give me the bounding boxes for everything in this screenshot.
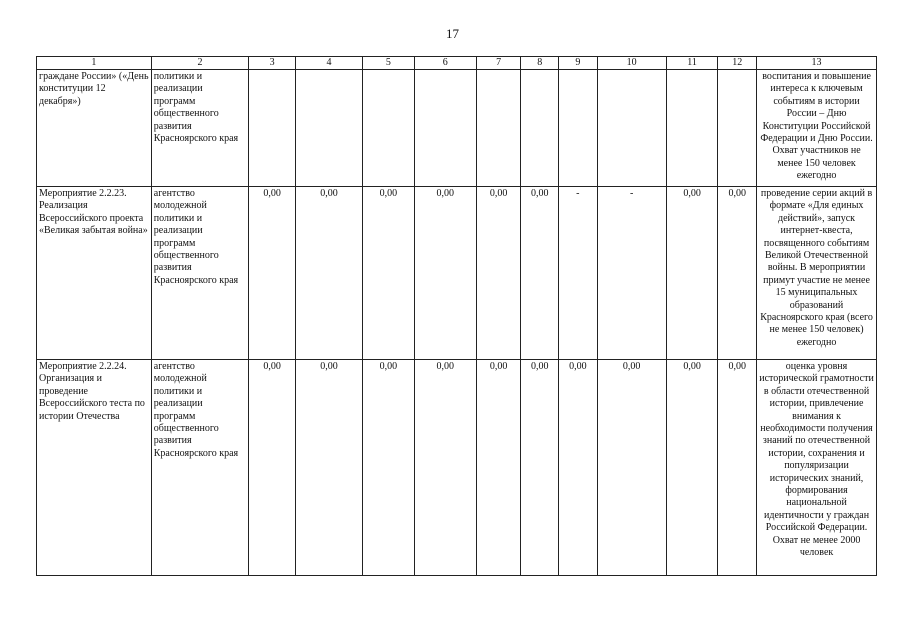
- value-cell: 0,00: [295, 187, 362, 360]
- executor-cell: агентство молодежной политики и реализации программ общественного развития Красноярского края: [151, 187, 249, 360]
- value-cell: [363, 70, 415, 187]
- value-cell: -: [597, 187, 666, 360]
- column-header: 2: [151, 57, 249, 70]
- value-cell: 0,00: [521, 187, 559, 360]
- header-row: [37, 57, 877, 70]
- value-cell: 0,00: [363, 187, 415, 360]
- value-cell: [414, 70, 476, 187]
- column-header: 9: [559, 57, 598, 70]
- executor-cell: политики и реализации программ общественного развития Красноярского края: [151, 70, 249, 187]
- column-header: 11: [666, 57, 718, 70]
- column-header: 12: [718, 57, 757, 70]
- measure-name-cell: Мероприятие 2.2.24. Организация и проведение Всероссийского теста по истории Отечества: [37, 360, 152, 576]
- value-cell: 0,00: [414, 360, 476, 576]
- value-cell: [559, 70, 598, 187]
- value-cell: 0,00: [559, 360, 598, 576]
- table-row: [37, 70, 877, 187]
- measure-name-cell: Мероприятие 2.2.23. Реализация Всероссийского проекта «Великая забытая война»: [37, 187, 152, 360]
- value-cell: 0,00: [295, 360, 362, 576]
- value-cell: [521, 70, 559, 187]
- value-cell: 0,00: [414, 187, 476, 360]
- result-cell: воспитания и повышение интереса к ключевым событиям в истории России – Дню Конституции Российской Федерации и Дню России. Охват участников не менее 150 человек ежегодно: [757, 70, 877, 187]
- column-header: 3: [249, 57, 296, 70]
- column-header: 10: [597, 57, 666, 70]
- value-cell: 0,00: [597, 360, 666, 576]
- column-header: 8: [521, 57, 559, 70]
- value-cell: -: [559, 187, 598, 360]
- measure-name-cell: граждане России» («День конституции 12 декабря»): [37, 70, 152, 187]
- page-number: 17: [446, 26, 459, 41]
- column-header: 1: [37, 57, 152, 70]
- value-cell: 0,00: [718, 187, 757, 360]
- value-cell: [597, 70, 666, 187]
- value-cell: 0,00: [666, 360, 718, 576]
- executor-cell: агентство молодежной политики и реализации программ общественного развития Красноярского края: [151, 360, 249, 576]
- value-cell: 0,00: [476, 360, 521, 576]
- result-cell: оценка уровня исторической грамотности в области отечественной истории, привлечение внимания к необходимости получения знаний по отечественной истории, сохранения и популяризации исторических знаний, формирования национальной идентичности у граждан Российской Федерации. Охват не менее 2000 человек: [757, 360, 877, 576]
- table-row: [37, 187, 877, 360]
- result-cell: проведение серии акций в формате «Для единых действий», запуск интернет-квеста, посвященного событиям Великой Отечественной войны. В мероприятии примут участие не менее 15 муниципальных образований Красноярского края (всего не менее 150 человек) ежегодно: [757, 187, 877, 360]
- column-header: 4: [295, 57, 362, 70]
- value-cell: 0,00: [521, 360, 559, 576]
- value-cell: 0,00: [666, 187, 718, 360]
- value-cell: 0,00: [363, 360, 415, 576]
- column-header: 6: [414, 57, 476, 70]
- value-cell: 0,00: [718, 360, 757, 576]
- value-cell: 0,00: [249, 187, 296, 360]
- value-cell: [476, 70, 521, 187]
- value-cell: [249, 70, 296, 187]
- column-header: 5: [363, 57, 415, 70]
- value-cell: [666, 70, 718, 187]
- column-header: 13: [757, 57, 877, 70]
- program-measures-table: [36, 56, 877, 576]
- table-row: [37, 360, 877, 576]
- value-cell: 0,00: [476, 187, 521, 360]
- value-cell: 0,00: [249, 360, 296, 576]
- value-cell: [295, 70, 362, 187]
- column-header: 7: [476, 57, 521, 70]
- value-cell: [718, 70, 757, 187]
